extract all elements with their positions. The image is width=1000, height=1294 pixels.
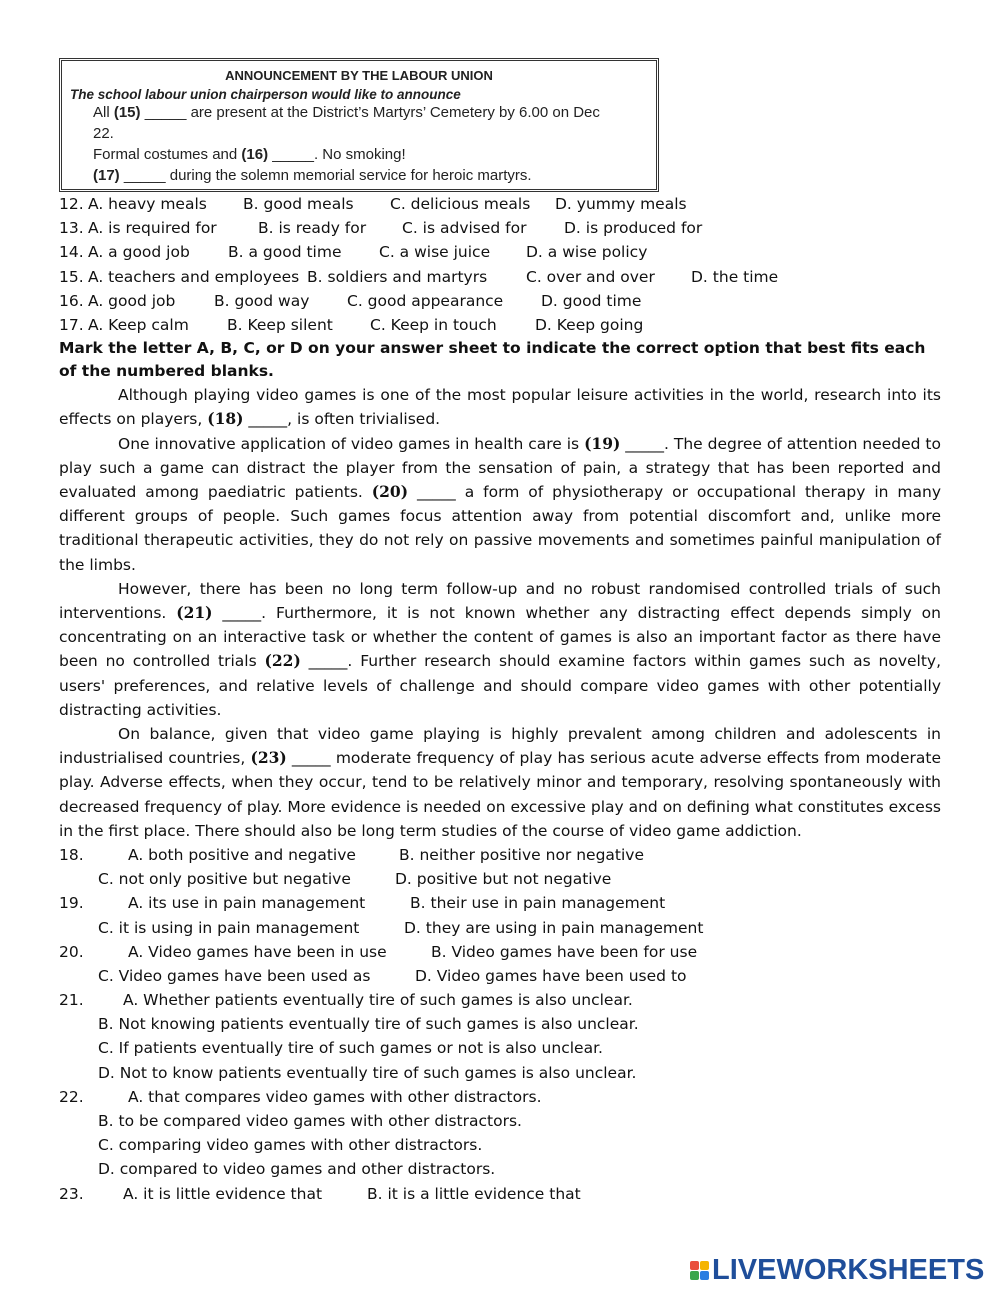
liveworksheets-logo[interactable] bbox=[690, 1253, 985, 1286]
question-19-row-1 bbox=[59, 891, 941, 915]
question-number: 12. bbox=[59, 195, 84, 213]
question-row bbox=[59, 240, 941, 264]
question-row bbox=[59, 192, 941, 216]
announcement-subtitle: The school labour union chairperson would like to announce bbox=[70, 87, 461, 102]
passage-paragraph-1: Although playing video games is one of the most popular leisure activities in the world, research into its effects on players, (18) _____, is often trivialised. bbox=[59, 386, 941, 429]
option-a[interactable]: A. Video games have been in use bbox=[128, 942, 387, 961]
option-b[interactable]: B. soldiers and martyrs bbox=[307, 267, 488, 286]
option-d[interactable]: D. Not to know patients eventually tire of such games is also unclear. bbox=[98, 1063, 637, 1082]
question-20-row-1 bbox=[59, 940, 941, 964]
question-19-row-2 bbox=[59, 916, 941, 940]
option-d[interactable]: D. compared to video games and other distractors. bbox=[98, 1160, 496, 1179]
announcement-line-2: 22. bbox=[93, 125, 114, 142]
option-c[interactable]: C. If patients eventually tire of such games or not is also unclear. bbox=[98, 1039, 603, 1058]
option-d[interactable]: D. yummy meals bbox=[555, 195, 687, 213]
option-b[interactable]: B. neither positive nor negative bbox=[399, 845, 645, 864]
announcement-line-4: (17) _____ during the solemn memorial service for heroic martyrs. bbox=[93, 167, 532, 184]
option-c[interactable]: C. a wise juice bbox=[379, 243, 491, 262]
option-d[interactable]: D. they are using in pain management bbox=[404, 918, 704, 937]
option-c[interactable]: C. good appearance bbox=[347, 291, 504, 310]
question-number: 15. bbox=[59, 267, 84, 286]
option-c[interactable]: C. Keep in touch bbox=[370, 315, 497, 334]
question-number: 14. bbox=[59, 243, 84, 262]
option-b[interactable]: B. to be compared video games with other distractors. bbox=[98, 1112, 522, 1131]
blank-23: (23) bbox=[250, 748, 287, 768]
question-number: 17. bbox=[59, 315, 84, 334]
question-20-row-2 bbox=[59, 964, 941, 988]
option-b[interactable]: B. it is a little evidence that bbox=[367, 1184, 581, 1203]
blank-22: (22) bbox=[264, 651, 301, 671]
option-d[interactable]: D. Keep going bbox=[535, 315, 644, 334]
passage-paragraph-4: On balance, given that video game playing is highly prevalent among children and adolescents in industrialised countries, (23) _____ moderate frequency of play has serious acute adverse effects from moderate play. Adverse effects, when they occur, tend to be relatively minor and temporary, resolving spontaneously with decreased frequency of play. More evidence is needed on excessive play and on defining what constitutes excess in the first place. There should also be long term studies of the course of video game addiction. bbox=[59, 724, 941, 840]
question-row bbox=[59, 313, 941, 337]
question-22-row-4 bbox=[59, 1157, 941, 1181]
option-a[interactable]: A. that compares video games with other distractors. bbox=[128, 1087, 542, 1106]
option-b[interactable]: B. a good time bbox=[228, 243, 342, 262]
question-18-row-2 bbox=[59, 867, 941, 891]
option-b[interactable]: B. Not knowing patients eventually tire of such games is also unclear. bbox=[98, 1015, 639, 1034]
option-a[interactable]: A. its use in pain management bbox=[128, 894, 366, 913]
question-23-row-1 bbox=[59, 1182, 941, 1206]
question-number: 22. bbox=[59, 1087, 84, 1106]
announcement-line-3: Formal costumes and (16) _____. No smoking! bbox=[93, 146, 406, 163]
question-21-row-3 bbox=[59, 1036, 941, 1060]
option-d[interactable]: D. good time bbox=[541, 291, 642, 310]
question-22-row-1 bbox=[59, 1085, 941, 1109]
question-number: 18. bbox=[59, 845, 84, 864]
logo-text: LIVEWORKSHEETS bbox=[712, 1253, 985, 1286]
option-c[interactable]: C. it is using in pain management bbox=[98, 918, 360, 937]
announcement-line-1: All (15) _____ are present at the District’s Martyrs’ Cemetery by 6.00 on Dec bbox=[93, 104, 600, 121]
question-18-row-1 bbox=[59, 843, 941, 867]
option-a[interactable]: A. teachers and employees bbox=[88, 267, 300, 286]
option-b[interactable]: B. is ready for bbox=[258, 219, 367, 238]
option-c[interactable]: C. comparing video games with other distractors. bbox=[98, 1136, 483, 1155]
question-number: 21. bbox=[59, 991, 84, 1010]
question-21-row-2 bbox=[59, 1012, 941, 1036]
worksheet-body bbox=[59, 192, 941, 1206]
question-number: 20. bbox=[59, 942, 84, 961]
blank-18: (18) bbox=[207, 409, 244, 429]
option-d[interactable]: D. is produced for bbox=[564, 219, 703, 238]
question-22-row-2 bbox=[59, 1109, 941, 1133]
passage-paragraph-3: However, there has been no long term follow-up and no robust randomised controlled trials of such interventions. (21) _____. Furthermore, it is not known whether any distracting effect depends simply on concentrating on an interactive task or whether the content of games is also an important factor as there have been no controlled trials (22) _____. Further research should examine factors within games such as novelty, users' preferences, and relative levels of challenge and should compare video games with other potentially distracting activities. bbox=[59, 579, 942, 719]
question-number: 23. bbox=[59, 1184, 84, 1203]
blank-21: (21) bbox=[176, 602, 213, 622]
option-d[interactable]: D. positive but not negative bbox=[395, 870, 612, 889]
blank-20: (20) bbox=[371, 481, 409, 501]
option-c[interactable]: C. delicious meals bbox=[390, 195, 531, 213]
question-number: 16. bbox=[59, 291, 84, 310]
option-a[interactable]: A. is required for bbox=[88, 219, 217, 238]
option-c[interactable]: C. not only positive but negative bbox=[98, 870, 351, 889]
option-b[interactable]: B. their use in pain management bbox=[410, 894, 666, 913]
option-d[interactable]: D. Video games have been used to bbox=[415, 966, 687, 985]
option-c[interactable]: C. Video games have been used as bbox=[98, 966, 371, 985]
option-a[interactable]: A. good job bbox=[88, 291, 176, 310]
question-row bbox=[59, 265, 941, 289]
option-d[interactable]: D. a wise policy bbox=[526, 243, 648, 262]
option-d[interactable]: D. the time bbox=[691, 267, 779, 286]
option-a[interactable]: A. heavy meals bbox=[88, 195, 207, 213]
option-c[interactable]: C. over and over bbox=[526, 267, 655, 286]
instruction: Mark the letter A, B, C, or D on your answer sheet to indicate the correct option that best fits each of the numbered blanks. bbox=[59, 339, 926, 381]
question-row bbox=[59, 216, 941, 240]
option-c[interactable]: C. is advised for bbox=[402, 219, 527, 238]
option-b[interactable]: B. Video games have been for use bbox=[431, 942, 698, 961]
question-row bbox=[59, 289, 941, 313]
passage-paragraph-2: One innovative application of video games in health care is (19) _____. The degree of attention needed to play such a game can distract the player from the sensation of pain, a strategy that has been reported and evaluated among paediatric patients. (20) _____ a form of physiotherapy or occupational therapy in many different groups of people. Such games focus attention away from potential discomfort and, unlike more traditional therapeutic activities, they do not rely on passive movements and sometimes painful manipulation of the limbs. bbox=[59, 433, 941, 574]
question-number: 13. bbox=[59, 219, 84, 238]
question-21-row-1 bbox=[59, 988, 941, 1012]
question-21-row-4 bbox=[59, 1061, 941, 1085]
announcement-box bbox=[59, 58, 659, 192]
question-number: 19. bbox=[59, 894, 84, 913]
logo-grid-icon bbox=[690, 1261, 709, 1280]
option-a[interactable]: A. it is little evidence that bbox=[123, 1184, 323, 1203]
blank-19: (19) bbox=[584, 433, 621, 453]
option-a[interactable]: A. both positive and negative bbox=[128, 845, 356, 864]
option-b[interactable]: B. good meals bbox=[243, 195, 354, 213]
option-b[interactable]: B. good way bbox=[214, 291, 310, 310]
option-a[interactable]: A. Whether patients eventually tire of such games is also unclear. bbox=[123, 991, 633, 1010]
option-a[interactable]: A. a good job bbox=[88, 243, 190, 262]
announcement-title: ANNOUNCEMENT BY THE LABOUR UNION bbox=[225, 68, 493, 83]
option-b[interactable]: B. Keep silent bbox=[227, 315, 333, 334]
question-22-row-3 bbox=[59, 1133, 941, 1157]
option-a[interactable]: A. Keep calm bbox=[88, 315, 189, 334]
